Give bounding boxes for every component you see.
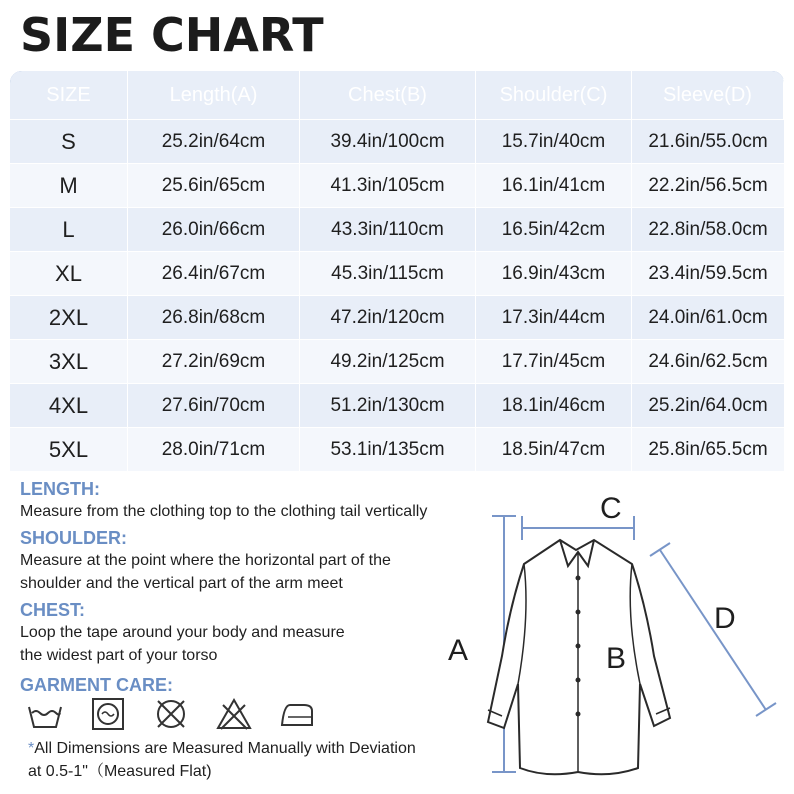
page-title: SIZE CHART <box>20 8 324 62</box>
cell-sleeve: 25.8in/65.5cm <box>632 428 784 471</box>
cell-length: 25.6in/65cm <box>128 164 300 207</box>
do-not-wash-icon <box>152 697 190 731</box>
cell-chest: 41.3in/105cm <box>300 164 476 207</box>
cell-sleeve: 22.2in/56.5cm <box>632 164 784 207</box>
label-a: A <box>448 634 469 667</box>
cell-shoulder: 15.7in/40cm <box>476 120 632 163</box>
cell-sleeve: 21.6in/55.0cm <box>632 120 784 163</box>
cell-size: L <box>10 208 128 251</box>
cell-chest: 51.2in/130cm <box>300 384 476 427</box>
shoulder-title: SHOULDER: <box>20 528 127 548</box>
table-header <box>10 71 784 119</box>
cell-length: 28.0in/71cm <box>128 428 300 471</box>
cell-shoulder: 16.1in/41cm <box>476 164 632 207</box>
footnote-asterisk: * <box>28 740 35 757</box>
cell-length: 26.8in/68cm <box>128 296 300 339</box>
table-row <box>10 164 784 207</box>
chest-body-1: Loop the tape around your body and measure <box>20 624 345 641</box>
cell-sleeve: 24.6in/62.5cm <box>632 340 784 383</box>
cell-chest: 39.4in/100cm <box>300 120 476 163</box>
table-row <box>10 384 784 427</box>
cell-shoulder: 16.9in/43cm <box>476 252 632 295</box>
table-row <box>10 428 784 471</box>
label-c: C <box>600 492 622 525</box>
cell-chest: 53.1in/135cm <box>300 428 476 471</box>
table-row <box>10 296 784 339</box>
shirt-drawing <box>440 486 794 786</box>
tumble-dry-icon <box>89 697 127 731</box>
table-row <box>10 252 784 295</box>
chest-title: CHEST: <box>20 600 86 620</box>
length-title: LENGTH: <box>20 479 100 499</box>
cell-shoulder: 18.5in/47cm <box>476 428 632 471</box>
cell-size: 5XL <box>10 428 128 471</box>
iron-icon <box>278 697 316 731</box>
cell-shoulder: 16.5in/42cm <box>476 208 632 251</box>
cell-sleeve: 23.4in/59.5cm <box>632 252 784 295</box>
label-d: D <box>714 602 736 635</box>
footnote-line-1: All Dimensions are Measured Manually with Deviation <box>34 740 416 757</box>
header-size: SIZE <box>10 71 128 119</box>
cell-length: 27.2in/69cm <box>128 340 300 383</box>
cell-chest: 47.2in/120cm <box>300 296 476 339</box>
table-row <box>10 120 784 163</box>
cell-length: 26.4in/67cm <box>128 252 300 295</box>
table-row <box>10 208 784 251</box>
shoulder-body-1: Measure at the point where the horizontal part of the <box>20 552 391 569</box>
cell-chest: 49.2in/125cm <box>300 340 476 383</box>
header-chest: Chest(B) <box>300 71 476 119</box>
cell-size: 2XL <box>10 296 128 339</box>
cell-shoulder: 18.1in/46cm <box>476 384 632 427</box>
footnote-line-2: at 0.5-1"（Measured Flat) <box>28 763 212 780</box>
table-row <box>10 340 784 383</box>
cell-size: XL <box>10 252 128 295</box>
do-not-bleach-icon <box>215 697 253 731</box>
garment-care-title: GARMENT CARE: <box>20 675 173 695</box>
header-length: Length(A) <box>128 71 300 119</box>
care-icons <box>26 697 316 731</box>
hand-wash-icon <box>26 697 64 731</box>
cell-size: S <box>10 120 128 163</box>
shoulder-body-2: shoulder and the vertical part of the arm meet <box>20 575 343 592</box>
header-sleeve: Sleeve(D) <box>632 71 784 119</box>
cell-shoulder: 17.3in/44cm <box>476 296 632 339</box>
footnote <box>28 737 478 783</box>
cell-chest: 43.3in/110cm <box>300 208 476 251</box>
chest-body-2: the widest part of your torso <box>20 647 218 664</box>
shirt-diagram <box>440 486 794 786</box>
cell-sleeve: 22.8in/58.0cm <box>632 208 784 251</box>
cell-sleeve: 25.2in/64.0cm <box>632 384 784 427</box>
cell-length: 25.2in/64cm <box>128 120 300 163</box>
cell-chest: 45.3in/115cm <box>300 252 476 295</box>
measurement-notes <box>20 478 480 671</box>
cell-length: 27.6in/70cm <box>128 384 300 427</box>
cell-size: 4XL <box>10 384 128 427</box>
size-table <box>10 71 784 472</box>
cell-size: M <box>10 164 128 207</box>
cell-shoulder: 17.7in/45cm <box>476 340 632 383</box>
header-shoulder: Shoulder(C) <box>476 71 632 119</box>
label-b: B <box>606 642 627 675</box>
length-body: Measure from the clothing top to the clothing tail vertically <box>20 503 428 520</box>
cell-length: 26.0in/66cm <box>128 208 300 251</box>
cell-size: 3XL <box>10 340 128 383</box>
cell-sleeve: 24.0in/61.0cm <box>632 296 784 339</box>
